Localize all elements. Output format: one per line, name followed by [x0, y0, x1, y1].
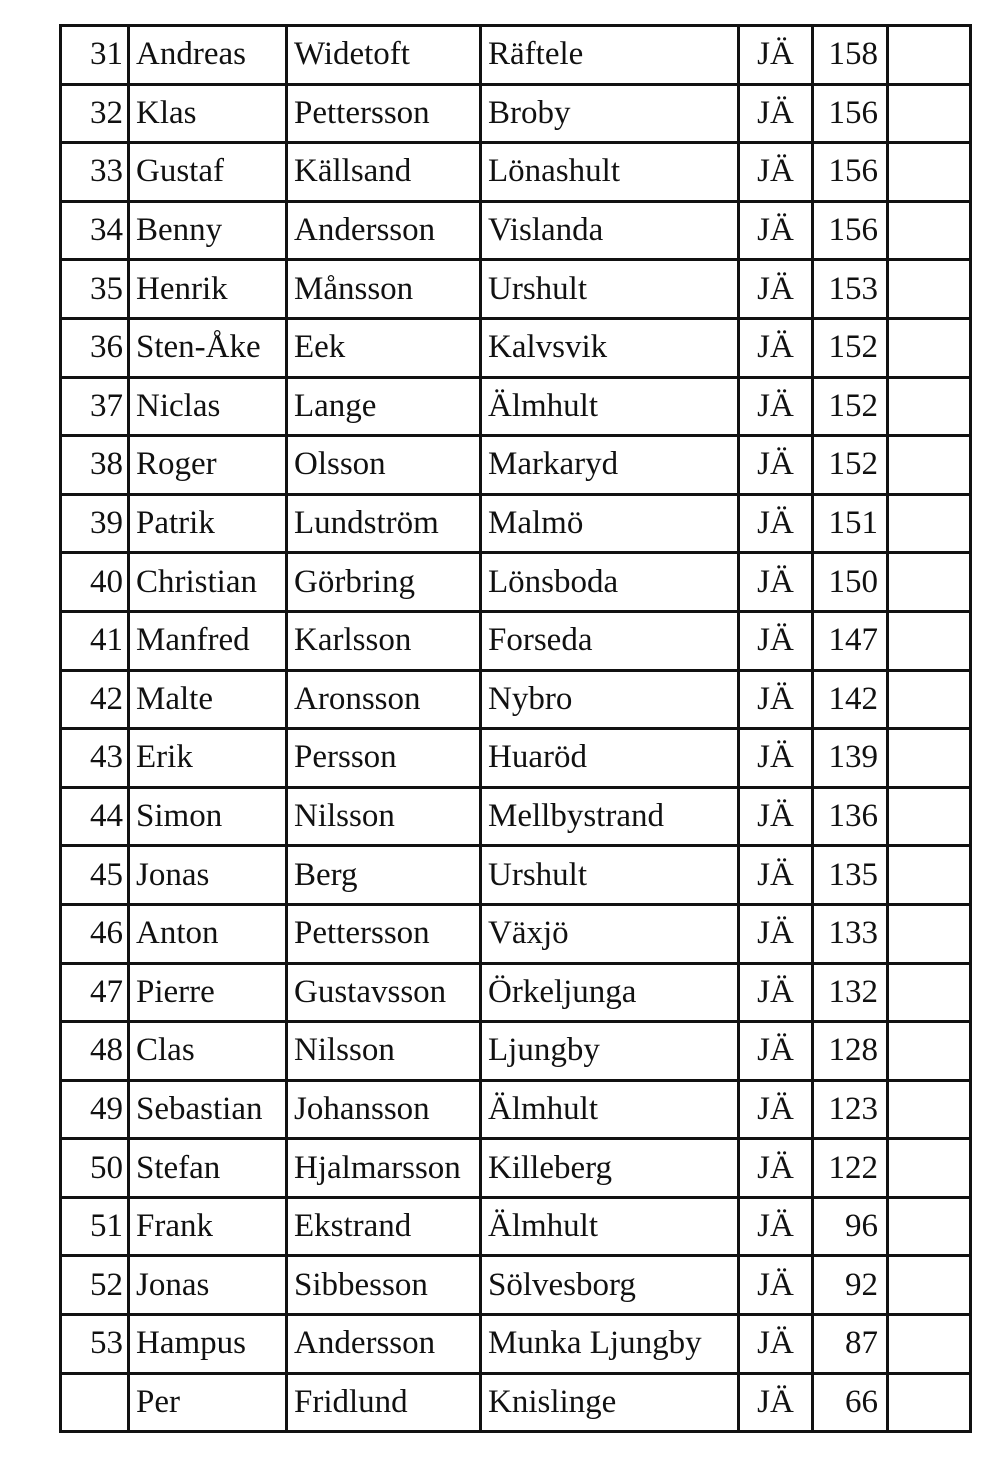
position-cell: 34 — [61, 201, 129, 260]
club-cell: Älmhult — [481, 1080, 739, 1139]
empty-cell — [888, 436, 971, 495]
empty-cell — [888, 963, 971, 1022]
class-cell: JÄ — [739, 201, 813, 260]
position-cell: 32 — [61, 84, 129, 143]
score-cell: 132 — [813, 963, 888, 1022]
position-cell: 37 — [61, 377, 129, 436]
last-name-cell: Persson — [287, 729, 481, 788]
last-name-cell: Widetoft — [287, 26, 481, 85]
club-cell: Lönsboda — [481, 553, 739, 612]
score-cell: 142 — [813, 670, 888, 729]
class-cell: JÄ — [739, 1139, 813, 1198]
score-cell: 128 — [813, 1022, 888, 1081]
position-cell: 47 — [61, 963, 129, 1022]
position-cell: 41 — [61, 611, 129, 670]
first-name-cell: Gustaf — [129, 143, 287, 202]
position-cell: 46 — [61, 904, 129, 963]
club-cell: Urshult — [481, 260, 739, 319]
first-name-cell: Benny — [129, 201, 287, 260]
table-row — [61, 611, 971, 670]
class-cell: JÄ — [739, 494, 813, 553]
first-name-cell: Hampus — [129, 1315, 287, 1374]
last-name-cell: Pettersson — [287, 84, 481, 143]
last-name-cell: Nilsson — [287, 1022, 481, 1081]
first-name-cell: Patrik — [129, 494, 287, 553]
first-name-cell: Anton — [129, 904, 287, 963]
score-cell: 92 — [813, 1256, 888, 1315]
class-cell: JÄ — [739, 670, 813, 729]
first-name-cell: Frank — [129, 1197, 287, 1256]
empty-cell — [888, 1315, 971, 1374]
first-name-cell: Per — [129, 1373, 287, 1432]
position-cell: 33 — [61, 143, 129, 202]
class-cell: JÄ — [739, 84, 813, 143]
empty-cell — [888, 26, 971, 85]
club-cell: Ljungby — [481, 1022, 739, 1081]
table-row — [61, 1080, 971, 1139]
club-cell: Urshult — [481, 846, 739, 905]
empty-cell — [888, 494, 971, 553]
class-cell: JÄ — [739, 1373, 813, 1432]
class-cell: JÄ — [739, 318, 813, 377]
empty-cell — [888, 318, 971, 377]
first-name-cell: Andreas — [129, 26, 287, 85]
empty-cell — [888, 611, 971, 670]
position-cell: 51 — [61, 1197, 129, 1256]
club-cell: Killeberg — [481, 1139, 739, 1198]
class-cell: JÄ — [739, 904, 813, 963]
score-cell: 122 — [813, 1139, 888, 1198]
last-name-cell: Aronsson — [287, 670, 481, 729]
class-cell: JÄ — [739, 963, 813, 1022]
first-name-cell: Klas — [129, 84, 287, 143]
score-cell: 123 — [813, 1080, 888, 1139]
position-cell: 36 — [61, 318, 129, 377]
class-cell: JÄ — [739, 1197, 813, 1256]
last-name-cell: Berg — [287, 846, 481, 905]
club-cell: Älmhult — [481, 1197, 739, 1256]
class-cell: JÄ — [739, 611, 813, 670]
score-cell: 156 — [813, 143, 888, 202]
table-row — [61, 1139, 971, 1198]
score-cell: 133 — [813, 904, 888, 963]
last-name-cell: Johansson — [287, 1080, 481, 1139]
table-row — [61, 201, 971, 260]
last-name-cell: Fridlund — [287, 1373, 481, 1432]
last-name-cell: Nilsson — [287, 787, 481, 846]
position-cell: 49 — [61, 1080, 129, 1139]
score-cell: 158 — [813, 26, 888, 85]
last-name-cell: Karlsson — [287, 611, 481, 670]
position-cell: 42 — [61, 670, 129, 729]
club-cell: Broby — [481, 84, 739, 143]
results-table-body — [61, 26, 971, 1432]
score-cell: 139 — [813, 729, 888, 788]
first-name-cell: Henrik — [129, 260, 287, 319]
first-name-cell: Niclas — [129, 377, 287, 436]
first-name-cell: Christian — [129, 553, 287, 612]
empty-cell — [888, 1080, 971, 1139]
first-name-cell: Manfred — [129, 611, 287, 670]
club-cell: Nybro — [481, 670, 739, 729]
last-name-cell: Källsand — [287, 143, 481, 202]
empty-cell — [888, 553, 971, 612]
club-cell: Räftele — [481, 26, 739, 85]
club-cell: Mellbystrand — [481, 787, 739, 846]
table-row — [61, 1315, 971, 1374]
table-row — [61, 1022, 971, 1081]
position-cell: 31 — [61, 26, 129, 85]
table-row — [61, 553, 971, 612]
class-cell: JÄ — [739, 260, 813, 319]
first-name-cell: Stefan — [129, 1139, 287, 1198]
first-name-cell: Jonas — [129, 846, 287, 905]
last-name-cell: Andersson — [287, 1315, 481, 1374]
first-name-cell: Sten-Åke — [129, 318, 287, 377]
empty-cell — [888, 787, 971, 846]
first-name-cell: Simon — [129, 787, 287, 846]
class-cell: JÄ — [739, 143, 813, 202]
table-row — [61, 670, 971, 729]
position-cell — [61, 1373, 129, 1432]
table-row — [61, 904, 971, 963]
table-row — [61, 377, 971, 436]
empty-cell — [888, 670, 971, 729]
table-row — [61, 729, 971, 788]
table-row — [61, 1373, 971, 1432]
club-cell: Malmö — [481, 494, 739, 553]
score-cell: 135 — [813, 846, 888, 905]
score-cell: 152 — [813, 377, 888, 436]
first-name-cell: Sebastian — [129, 1080, 287, 1139]
last-name-cell: Eek — [287, 318, 481, 377]
position-cell: 40 — [61, 553, 129, 612]
club-cell: Växjö — [481, 904, 739, 963]
score-cell: 136 — [813, 787, 888, 846]
table-row — [61, 963, 971, 1022]
score-cell: 150 — [813, 553, 888, 612]
last-name-cell: Lundström — [287, 494, 481, 553]
first-name-cell: Malte — [129, 670, 287, 729]
table-row — [61, 260, 971, 319]
class-cell: JÄ — [739, 787, 813, 846]
last-name-cell: Pettersson — [287, 904, 481, 963]
empty-cell — [888, 1139, 971, 1198]
class-cell: JÄ — [739, 26, 813, 85]
empty-cell — [888, 201, 971, 260]
score-cell: 96 — [813, 1197, 888, 1256]
class-cell: JÄ — [739, 729, 813, 788]
score-cell: 147 — [813, 611, 888, 670]
table-row — [61, 84, 971, 143]
club-cell: Lönashult — [481, 143, 739, 202]
club-cell: Markaryd — [481, 436, 739, 495]
table-row — [61, 143, 971, 202]
score-cell: 151 — [813, 494, 888, 553]
table-row — [61, 1256, 971, 1315]
club-cell: Forseda — [481, 611, 739, 670]
empty-cell — [888, 143, 971, 202]
score-cell: 152 — [813, 436, 888, 495]
club-cell: Vislanda — [481, 201, 739, 260]
position-cell: 39 — [61, 494, 129, 553]
empty-cell — [888, 1373, 971, 1432]
first-name-cell: Jonas — [129, 1256, 287, 1315]
position-cell: 50 — [61, 1139, 129, 1198]
results-table — [59, 24, 972, 1433]
club-cell: Munka Ljungby — [481, 1315, 739, 1374]
last-name-cell: Månsson — [287, 260, 481, 319]
club-cell: Älmhult — [481, 377, 739, 436]
class-cell: JÄ — [739, 377, 813, 436]
table-row — [61, 26, 971, 85]
empty-cell — [888, 846, 971, 905]
empty-cell — [888, 1256, 971, 1315]
position-cell: 44 — [61, 787, 129, 846]
empty-cell — [888, 377, 971, 436]
score-cell: 156 — [813, 84, 888, 143]
class-cell: JÄ — [739, 846, 813, 905]
last-name-cell: Lange — [287, 377, 481, 436]
score-cell: 152 — [813, 318, 888, 377]
last-name-cell: Sibbesson — [287, 1256, 481, 1315]
table-row — [61, 846, 971, 905]
table-row — [61, 494, 971, 553]
club-cell: Kalvsvik — [481, 318, 739, 377]
position-cell: 45 — [61, 846, 129, 905]
position-cell: 48 — [61, 1022, 129, 1081]
score-cell: 156 — [813, 201, 888, 260]
first-name-cell: Pierre — [129, 963, 287, 1022]
position-cell: 43 — [61, 729, 129, 788]
class-cell: JÄ — [739, 553, 813, 612]
table-row — [61, 787, 971, 846]
club-cell: Sölvesborg — [481, 1256, 739, 1315]
club-cell: Huaröd — [481, 729, 739, 788]
empty-cell — [888, 84, 971, 143]
last-name-cell: Andersson — [287, 201, 481, 260]
last-name-cell: Hjalmarsson — [287, 1139, 481, 1198]
club-cell: Örkeljunga — [481, 963, 739, 1022]
first-name-cell: Erik — [129, 729, 287, 788]
score-cell: 87 — [813, 1315, 888, 1374]
last-name-cell: Görbring — [287, 553, 481, 612]
table-row — [61, 318, 971, 377]
last-name-cell: Olsson — [287, 436, 481, 495]
first-name-cell: Roger — [129, 436, 287, 495]
empty-cell — [888, 729, 971, 788]
empty-cell — [888, 1022, 971, 1081]
class-cell: JÄ — [739, 1256, 813, 1315]
empty-cell — [888, 904, 971, 963]
table-row — [61, 1197, 971, 1256]
table-row — [61, 436, 971, 495]
first-name-cell: Clas — [129, 1022, 287, 1081]
position-cell: 53 — [61, 1315, 129, 1374]
class-cell: JÄ — [739, 1080, 813, 1139]
class-cell: JÄ — [739, 1315, 813, 1374]
position-cell: 38 — [61, 436, 129, 495]
class-cell: JÄ — [739, 1022, 813, 1081]
club-cell: Knislinge — [481, 1373, 739, 1432]
score-cell: 153 — [813, 260, 888, 319]
position-cell: 35 — [61, 260, 129, 319]
empty-cell — [888, 1197, 971, 1256]
last-name-cell: Ekstrand — [287, 1197, 481, 1256]
position-cell: 52 — [61, 1256, 129, 1315]
empty-cell — [888, 260, 971, 319]
last-name-cell: Gustavsson — [287, 963, 481, 1022]
class-cell: JÄ — [739, 436, 813, 495]
score-cell: 66 — [813, 1373, 888, 1432]
